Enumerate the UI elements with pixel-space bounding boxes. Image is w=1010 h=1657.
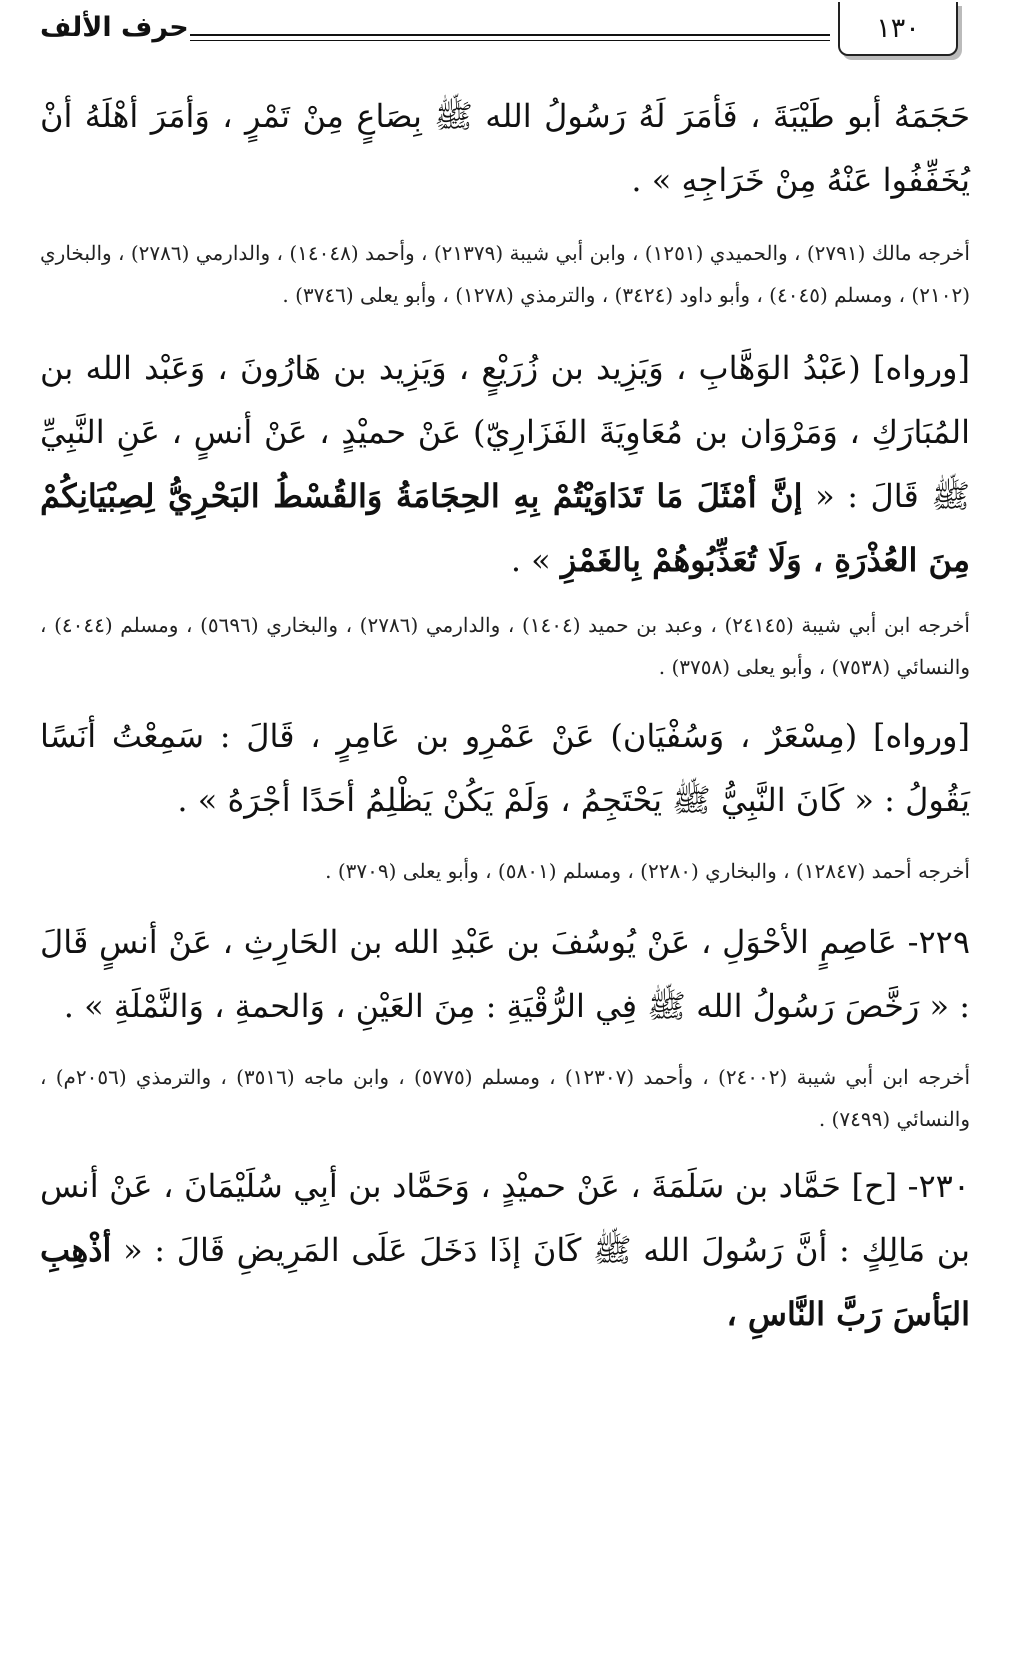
takhrij-note: أخرجه ابن أبي شيبة (٢٤٠٠٢) ، وأحمد (١٢٣٠٧) ، ومسلم (٥٧٧٥) ، وابن ماجه (٣٥١٦) ، والترمذي (٢٠٥٦م) ، والنسائي (٧٤٩٩) . bbox=[40, 1065, 971, 1131]
header-rule bbox=[190, 34, 830, 36]
hadith-text: حَجَمَهُ أبو طَيْبَةَ ، فَأمَرَ لَهُ رَسُولُ الله ﷺ بِصَاعٍ مِنْ تَمْرٍ ، وَأمَرَ أهْلَهُ أنْ يُخَفِّفُوا عَنْهُ مِنْ خَرَاجِهِ » . bbox=[40, 97, 971, 199]
page-content bbox=[40, 84, 970, 1346]
page-number: ١٣٠ bbox=[838, 2, 958, 56]
hadith-matn: إنَّ أمْثَلَ مَا تَدَاوَيْتُمْ بِهِ الحِجَامَةُ وَالقُسْطُ البَحْرِيُّ لِصِبْيَانِكُمْ مِنَ العُذْرَةِ ، وَلَا تُعَذِّبُوهُمْ بِالغَمْزِ bbox=[40, 477, 970, 579]
takhrij-note: أخرجه ابن أبي شيبة (٢٤١٤٥) ، وعبد بن حميد (١٤٠٤) ، والدارمي (٢٧٨٦) ، والبخاري (٥٦٩٦) ، ومسلم (٤٠٤٤) ، والنسائي (٧٥٣٨) ، وأبو يعلى (٣٧٥٨) . bbox=[40, 613, 970, 679]
page-header bbox=[0, 0, 1010, 70]
hadith-text bbox=[40, 1154, 970, 1346]
takhrij-note: أخرجه مالك (٢٧٩١) ، والحميدي (١٢٥١) ، وابن أبي شيبة (٢١٣٧٩) ، وأحمد (١٤٠٤٨) ، والدارمي (٢٧٨٦) ، والبخاري (٢١٠٢) ، ومسلم (٤٠٤٥) ، وأبو داود (٣٤٢٤) ، والترمذي (١٢٧٨) ، وأبو يعلى (٣٧٤٦) . bbox=[40, 241, 970, 307]
header-rule-thin bbox=[190, 40, 830, 41]
hadith-text: ٢٢٩- عَاصِمٍ الأحْوَلِ ، عَنْ يُوسُفَ بن عَبْدِ الله بن الحَارِثِ ، عَنْ أنسٍ قَالَ : « رَخَّصَ رَسُولُ الله ﷺ فِي الرُّقْيَةِ : مِنَ العَيْنِ ، وَالحمةِ ، وَالنَّمْلَةِ » . bbox=[40, 923, 970, 1025]
chapter-title: حرف الألف bbox=[40, 12, 189, 43]
hadith-chain: [ورواه] (عَبْدُ الوَهَّابِ ، وَيَزِيد بن زُرَيْعٍ ، وَيَزِيد بن هَارُونَ ، وَعَبْد الله بن المُبَارَكِ ، وَمَرْوَان بن مُعَاوِيَةَ الفَزَارِيّ) عَنْ حميْدٍ ، عَنْ أنسٍ ، عَنِ النَّبِيِّ ﷺ قَالَ : « bbox=[40, 349, 971, 515]
hadith-matn: أذْهِبِ البَأسَ رَبَّ النَّاسِ ، bbox=[40, 1231, 970, 1333]
hadith-text: [ورواه] (مِسْعَرٌ ، وَسُفْيَان) عَنْ عَمْرِو بن عَامِرٍ ، قَالَ : سَمِعْتُ أنَسًا يَقُولُ : « كَانَ النَّبِيُّ ﷺ يَحْتَجِمُ ، وَلَمْ يَكُنْ يَظْلِمُ أحَدًا أجْرَهُ » . bbox=[40, 717, 970, 819]
hadith-text bbox=[40, 336, 970, 592]
hadith-chain: ٢٣٠- [ح] حَمَّاد بن سَلَمَةَ ، عَنْ حميْدٍ ، وَحَمَّاد بن أبِي سُلَيْمَانَ ، عَنْ أنس بن مَالِكٍ : أنَّ رَسُولَ الله ﷺ كَانَ إذَا دَخَلَ عَلَى المَرِيضِ قَالَ : « bbox=[40, 1167, 970, 1269]
hadith-end: » . bbox=[510, 541, 561, 579]
takhrij-note: أخرجه أحمد (١٢٨٤٧) ، والبخاري (٢٢٨٠) ، ومسلم (٥٨٠١) ، وأبو يعلى (٣٧٠٩) . bbox=[325, 859, 970, 883]
